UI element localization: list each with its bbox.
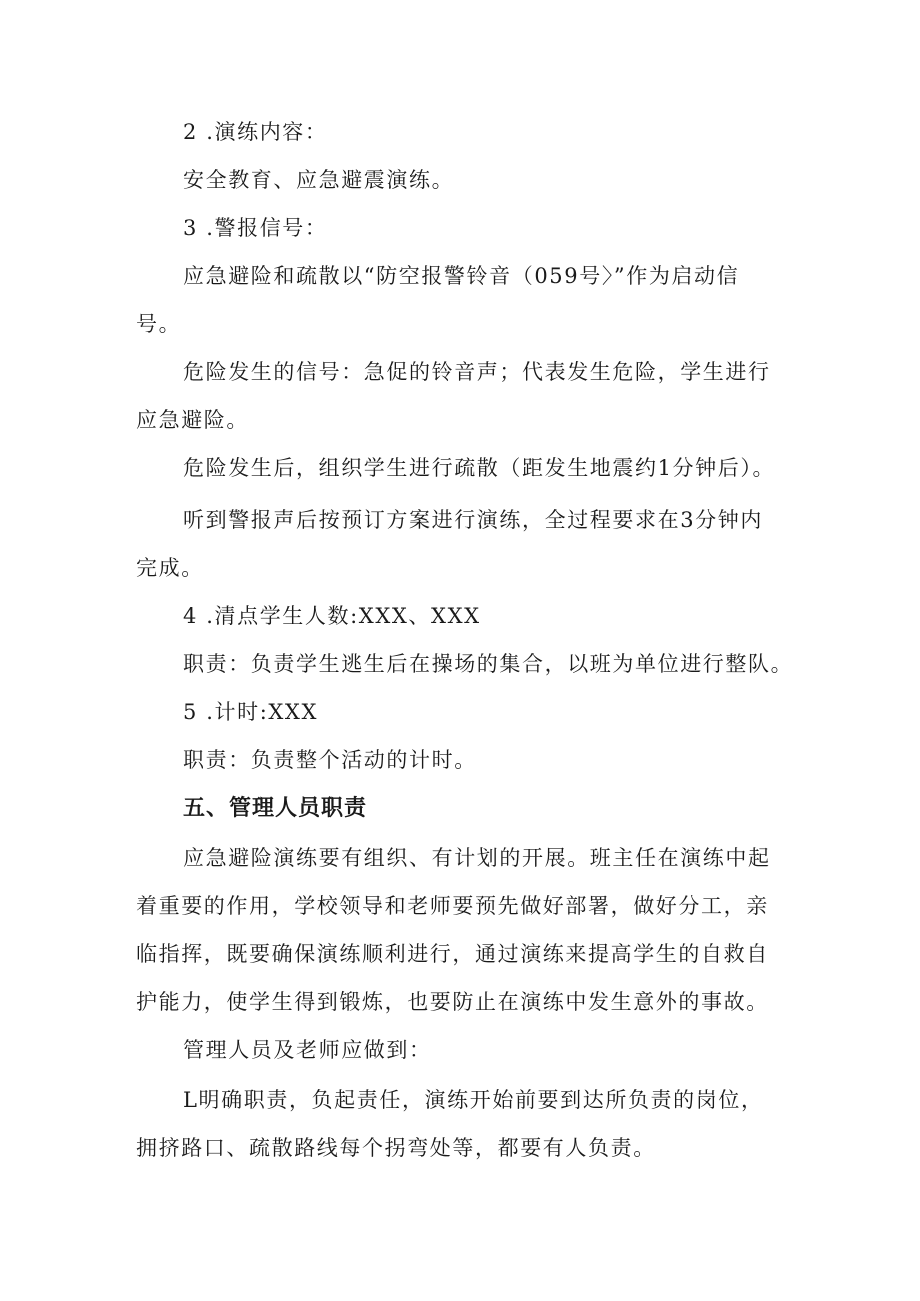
- section-4-heading: 4 .清点学生人数:XXX、XXX: [183, 604, 481, 628]
- paragraph-line: 危险发生后，组织学生进行疏散（距发生地震约1分钟后）。: [183, 456, 776, 480]
- paragraph-line: 临指挥，既要确保演练顺利进行，通过演练来提高学生的自救自: [136, 942, 769, 966]
- paragraph-line: 管理人员及老师应做到：: [183, 1038, 432, 1062]
- paragraph-line: 职责：负责整个活动的计时。: [183, 748, 477, 772]
- paragraph-line: 护能力，使学生得到锻炼，也要防止在演练中发生意外的事故。: [136, 990, 769, 1014]
- paragraph-line: 完成。: [136, 556, 204, 580]
- section-5-heading: 5 .计时:XXX: [183, 700, 319, 724]
- paragraph-line: 应急避险。: [136, 408, 249, 432]
- section-heading-management-duties: 五、管理人员职责: [183, 796, 368, 821]
- paragraph-line: 拥挤路口、疏散路线每个拐弯处等，都要有人负责。: [136, 1136, 656, 1160]
- paragraph-line: 应急避险和疏散以“防空报警铃音（059号〉”作为启动信: [183, 264, 740, 288]
- paragraph-line: 安全教育、应急避震演练。: [183, 168, 455, 192]
- paragraph-line: 号。: [136, 312, 182, 336]
- section-3-heading: 3 .警报信号：: [183, 216, 328, 240]
- paragraph-line: 危险发生的信号：急促的铃音声；代表发生危险，学生进行: [183, 360, 771, 384]
- section-2-heading: 2 .演练内容：: [183, 120, 328, 144]
- paragraph-line: 职责：负责学生逃生后在操场的集合，以班为单位进行整队。: [183, 652, 794, 676]
- paragraph-line: L明确职责，负起责任，演练开始前要到达所负责的岗位，: [183, 1088, 764, 1112]
- paragraph-line: 应急避险演练要有组织、有计划的开展。班主任在演练中起: [183, 846, 771, 870]
- paragraph-line: 着重要的作用，学校领导和老师要预先做好部署，做好分工，亲: [136, 894, 769, 918]
- paragraph-line: 听到警报声后按预订方案进行演练，全过程要求在3分钟内: [183, 508, 763, 532]
